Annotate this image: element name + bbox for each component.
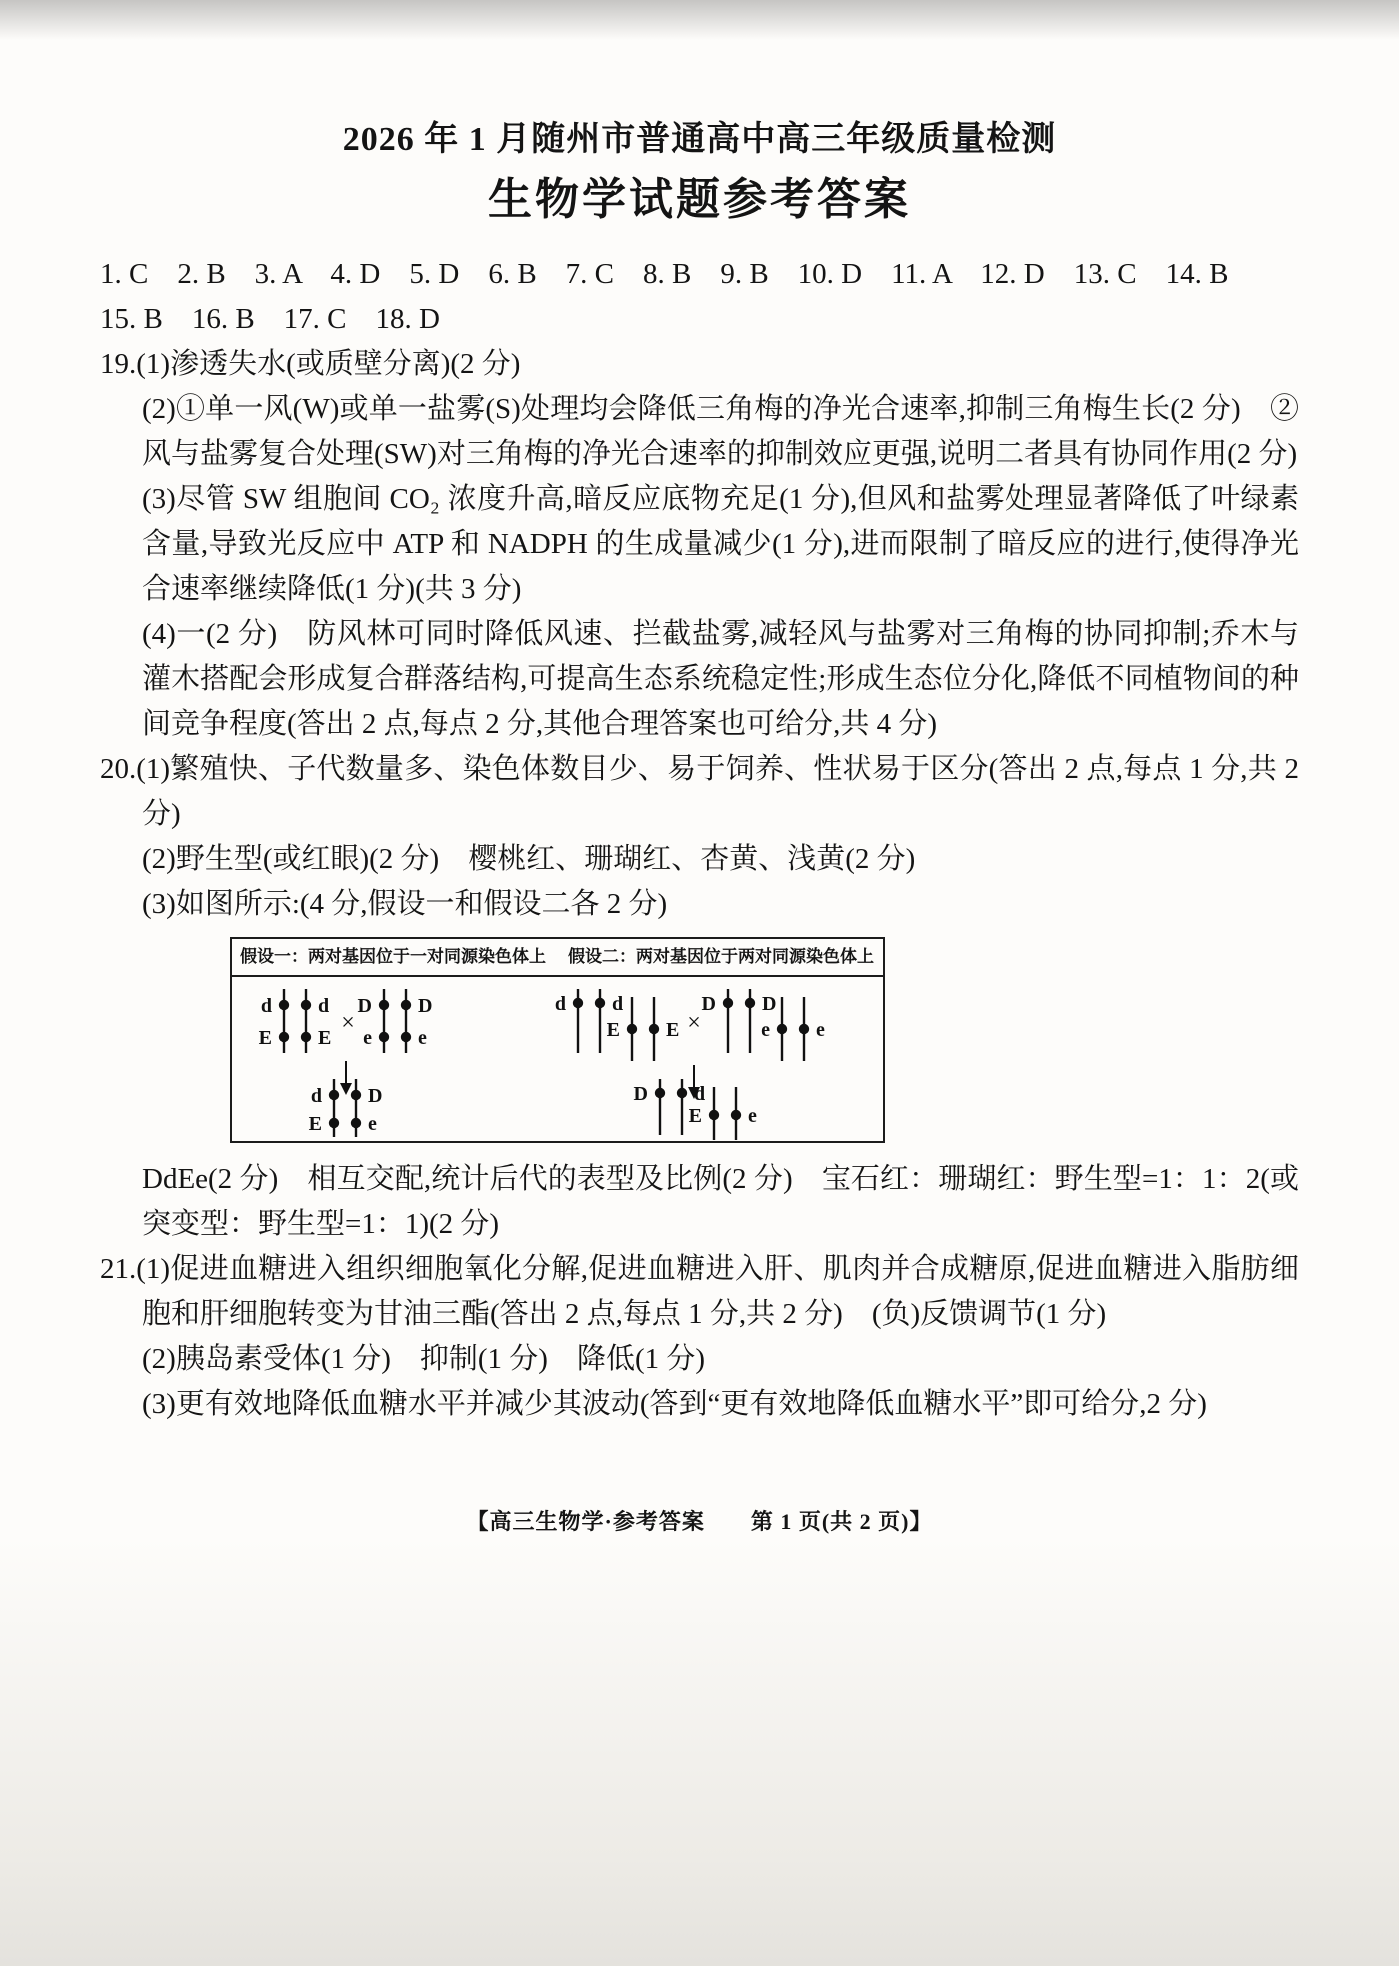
q20-answer-1: 20.(1)繁殖快、子代数量多、染色体数目少、易于饲养、性状易于区分(答出 2 点,每点 1 分,共 2 分) [100,753,1299,830]
allele-dot [595,998,605,1008]
choice-answers-line-1: 1. C 2. B 3. A 4. D 5. D 6. B 7. C 8. B 9. B 10. D 11. A 12. D 13. C 14. B [100,258,1229,290]
allele-dot [731,1110,741,1120]
allele-dot [301,1032,311,1042]
allele-dot [401,1000,411,1010]
q19-answer-1: 19.(1)渗透失水(或质壁分离)(2 分) [100,348,521,380]
q19-answer-2: (2)①单一风(W)或单一盐雾(S)处理均会降低三角梅的净光合速率,抑制三角梅生长(2 分) ②风与盐雾复合处理(SW)对三角梅的净光合速率的抑制效应更强,说明二者具有协同作用(2 分) [142,393,1299,470]
allele-label: d [318,995,330,1017]
exam-title: 2026 年 1 月随州市普通高中高三年级质量检测 [342,121,1057,158]
allele-dot [379,1000,389,1010]
q21-answer-1: 21.(1)促进血糖进入组织细胞氧化分解,促进血糖进入肝、肌肉并合成糖原,促进血糖进入脂肪细胞和肝细胞转变为甘油三酯(答出 2 点,每点 1 分,共 2 分) (负)反馈调节(1 分) [100,1253,1299,1330]
figure-header [232,939,883,977]
page-footer: 【高三生物学·参考答案 第 1 页(共 2 页)】 [466,1509,933,1534]
allele-label: e [816,1019,825,1041]
allele-dot [627,1024,637,1034]
q20-answer-4: DdEe(2 分) 相互交配,统计后代的表型及比例(2 分) 宝石红：珊瑚红：野生型=1：1：2(或突变型：野生型=1：1)(2 分) [142,1163,1299,1240]
allele-dot [329,1090,339,1100]
allele-label: D [701,993,716,1015]
allele-dot [777,1024,787,1034]
allele-dot [301,1000,311,1010]
allele-dot [709,1110,719,1120]
allele-label: d [612,993,624,1015]
q20-answer-2: (2)野生型(或红眼)(2 分) 樱桃红、珊瑚红、杏黄、浅黄(2 分) [142,843,916,875]
hypothesis1-title: 假设一：两对基因位于一对同源染色体上 [240,947,546,966]
allele-label: e [418,1027,427,1049]
allele-label: E [308,1113,322,1135]
allele-dot [279,1032,289,1042]
q21-answer-2: (2)胰岛素受体(1 分) 抑制(1 分) 降低(1 分) [142,1343,706,1375]
allele-dot [745,998,755,1008]
allele-dot [723,998,733,1008]
allele-label: d [260,995,272,1017]
allele-dot [655,1088,665,1098]
allele-dot [799,1024,809,1034]
cross-symbol: × [341,1010,355,1036]
allele-label: D [633,1083,648,1105]
allele-dot [677,1088,687,1098]
allele-label: E [688,1105,702,1127]
allele-dot [329,1118,339,1128]
answers-content [100,252,1299,1427]
allele-label: E [258,1027,272,1049]
allele-label: e [761,1019,770,1041]
allele-label: e [363,1027,372,1049]
allele-label: D [762,993,777,1015]
q20-answer-3: (3)如图所示:(4 分,假设一和假设二各 2 分) [142,888,668,920]
allele-dot [379,1032,389,1042]
allele-dot [279,1000,289,1010]
allele-dot [573,998,583,1008]
allele-dot [649,1024,659,1034]
q19-answer-4: (4)一(2 分) 防风林可同时降低风速、拦截盐雾,减轻风与盐雾对三角梅的协同抑制;乔木与灌木搭配会形成复合群落结构,可提高生态系统稳定性;形成生态位分化,降低不同植物间的种间竞争程度(答出 2 点,每点 2 分,其他合理答案也可给分,共 4 分) [142,618,1299,740]
allele-label: e [368,1113,377,1135]
allele-dot [351,1090,361,1100]
h1-parent1 [259,989,332,1053]
allele-label: D [357,995,372,1017]
allele-dot [401,1032,411,1042]
photo-edge-bottom [0,1536,1399,1966]
allele-label: e [748,1105,757,1127]
allele-label: d [310,1085,322,1107]
q19-answer-3: (3)尽管 SW 组胞间 CO₂ 浓度升高,暗反应底物充足(1 分),但风和盐雾处理显著降低了叶绿素含量,导致光反应中 ATP 和 NADPH 的生成量减少(1 分),进而限制了暗反应的进行,使得净光合速率继续降低(1 分)(共 3 分) [142,483,1299,605]
h1-parent2 [358,989,433,1053]
page-title: 生物学试题参考答案 [488,175,911,224]
allele-label: E [666,1019,680,1041]
h1-descend-arrow [340,1061,352,1095]
allele-label: E [318,1027,332,1049]
allele-label: E [606,1019,620,1041]
allele-label: d [694,1083,706,1105]
allele-label: D [368,1085,383,1107]
photo-edge-top [0,0,1399,40]
chromosome-diagram [232,977,883,1141]
choice-answers-line-2: 15. B 16. B 17. C 18. D [100,303,440,335]
q21-answer-3: (3)更有效地降低血糖水平并减少其波动(答到“更有效地降低血糖水平”即可给分,2 分) [142,1388,1207,1420]
allele-label: D [418,995,433,1017]
arrow-head [340,1083,352,1095]
genetics-figure [230,937,885,1143]
cross-symbol: × [687,1010,701,1036]
hypothesis2-title: 假设二：两对基因位于两对同源染色体上 [568,947,874,966]
allele-dot [351,1118,361,1128]
allele-label: d [554,993,566,1015]
